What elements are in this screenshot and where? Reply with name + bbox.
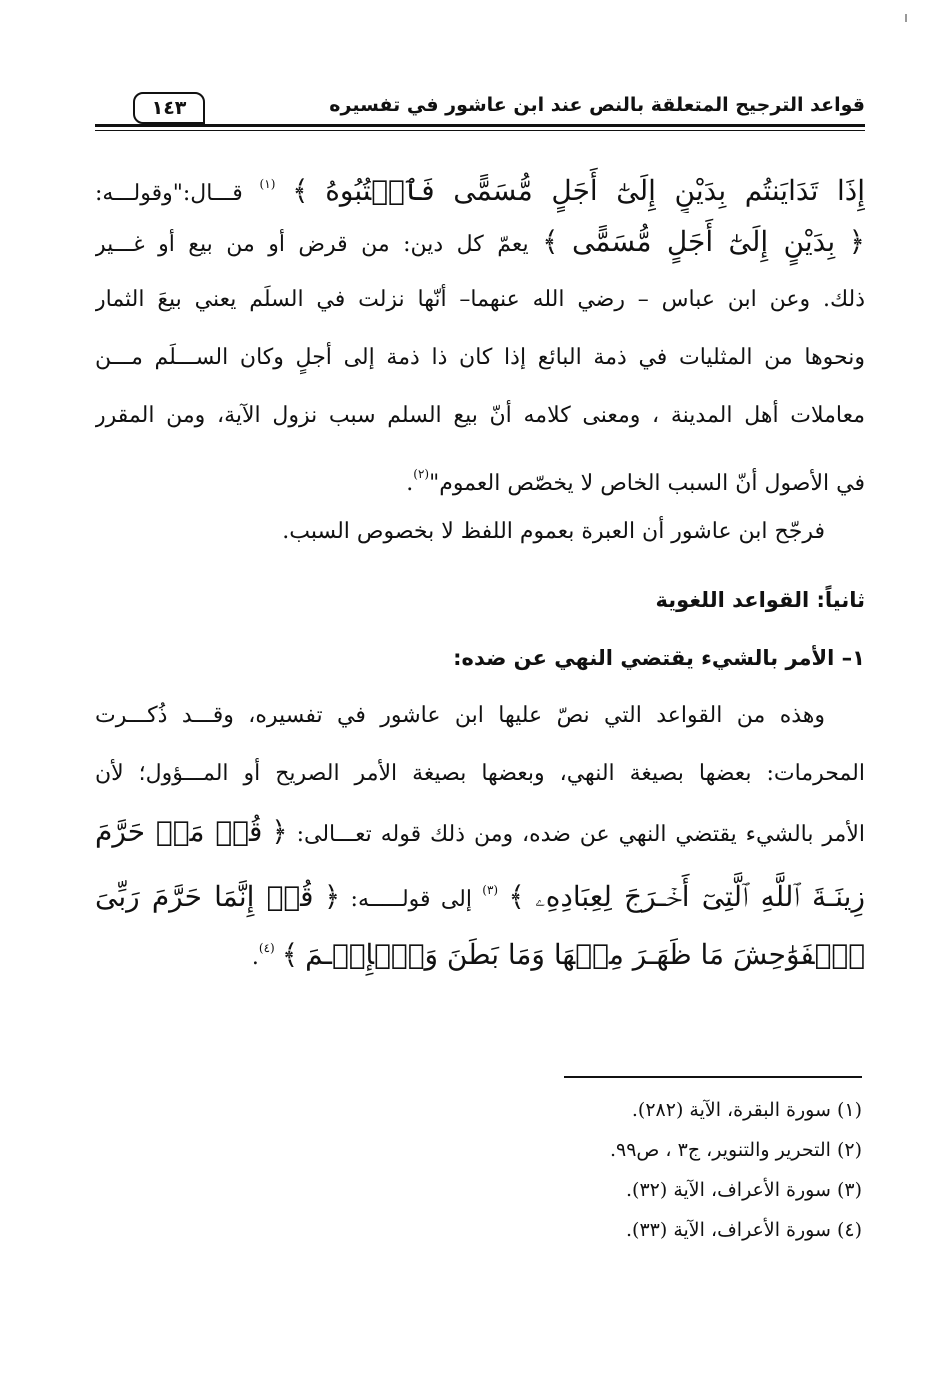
footnote-item: (٣) سورة الأعراف، الآية (٣٢). bbox=[626, 1179, 862, 1201]
body-text: . bbox=[406, 471, 414, 496]
quran-bracket-close: ﴾ bbox=[281, 938, 299, 971]
text-line bbox=[95, 271, 865, 329]
text-line bbox=[95, 919, 865, 977]
text-line bbox=[95, 329, 865, 387]
quran-bracket-open: ﴿ bbox=[271, 815, 288, 848]
quran-bracket-open: ﴿ bbox=[848, 225, 865, 258]
text-line bbox=[95, 687, 865, 745]
section-heading: ثانياً: القواعد اللغوية bbox=[655, 588, 865, 612]
margin-mark bbox=[905, 14, 907, 22]
text-line bbox=[95, 213, 865, 271]
text-line bbox=[95, 503, 865, 561]
quran-bracket-open: ﴿ bbox=[323, 880, 341, 913]
footnote-item: (١) سورة البقرة، الآية (٢٨٢). bbox=[631, 1099, 862, 1121]
footnote-separator bbox=[564, 1076, 862, 1078]
body-text: المحرمات: بعضها بصيغة النهي، وبعضها بصيغة الأمر الصريح أو المـــؤول؛ لأن bbox=[95, 761, 865, 786]
footnote-item: (٤) سورة الأعراف، الآية (٣٣). bbox=[626, 1219, 862, 1241]
page-number: ١٤٣ bbox=[133, 92, 205, 124]
spacer bbox=[95, 561, 865, 571]
footnote-ref: (٣) bbox=[482, 883, 499, 897]
footnote-item: (٢) التحرير والتنوير، ج٣ ، ص٩٩. bbox=[609, 1139, 862, 1161]
body-text: . bbox=[251, 945, 259, 970]
text-line bbox=[95, 155, 865, 213]
subsection-heading: ١– الأمر بالشيء يقتضي النهي عن ضده: bbox=[453, 646, 865, 670]
text-line bbox=[95, 387, 865, 445]
page-header bbox=[95, 92, 865, 132]
text-line bbox=[95, 803, 865, 861]
footnote-ref: (٢) bbox=[413, 467, 430, 481]
body-text: إلى قولـــــه: bbox=[350, 887, 472, 912]
body-text: الأمر بالشيء يقتضي النهي عن ضده، ومن ذلك قوله تعـــالى: bbox=[296, 822, 865, 847]
body-text: ذلك. وعن ابن عباس – رضي الله عنهما– أنّها نزلت في السلَم يعني بيعَ الثمار bbox=[95, 287, 865, 312]
body-text: في الأصول أنّ السبب الخاص لا يخصّص العموم" bbox=[429, 471, 865, 496]
text-line bbox=[95, 445, 865, 503]
quran-bracket-close: ﴾ bbox=[542, 225, 559, 258]
text-line bbox=[95, 861, 865, 919]
body-text: قـــال:"وقولـــه: bbox=[95, 181, 243, 206]
body-text: معاملات أهل المدينة ، ومعنى كلامه أنّ بيع السلم سبب نزول الآية، ومن المقرر bbox=[95, 403, 865, 428]
quran-verse: قُلۡ إِنَّمَا حَرَّمَ رَبِّىَ bbox=[95, 880, 314, 913]
body-text: وهذه من القواعد التي نصّ عليها ابن عاشور في تفسيره، وقـــد ذُكـــرت bbox=[95, 703, 825, 728]
quran-verse: ٱلۡفَوَٰحِشَ مَا ظَهَـرَ مِنۡهَا وَمَا بَطَنَ وَٱلۡإِثۡـمَ bbox=[305, 938, 865, 971]
header-rule-thin bbox=[95, 130, 865, 131]
quran-verse: قُلۡ مَنۡ حَرَّمَ bbox=[95, 815, 263, 848]
quran-bracket-close: ﴾ bbox=[508, 880, 525, 913]
body-text: فرجّح ابن عاشور أن العبرة بعموم اللفظ لا بخصوص السبب. bbox=[282, 519, 825, 544]
quran-verse: زِينَـةَ ٱللَّهِ ٱلَّتِىٓ أَخۡـرَجَ لِعِبَادِهِۦ bbox=[535, 880, 865, 913]
body-text: يعمّ كل دين: من قرض أو من بيع أو غـــير bbox=[95, 232, 529, 257]
running-title: قواعد الترجيح المتعلقة بالنص عند ابن عاشور في تفسيره bbox=[329, 94, 865, 116]
footnote-ref: (١) bbox=[259, 177, 276, 191]
quran-bracket-close: ﴾ bbox=[292, 174, 309, 207]
footnote-ref: (٤) bbox=[258, 941, 275, 955]
quran-verse: إِذَا تَدَايَنتُم بِدَيْنٍ إِلَىٰٓ أَجَلٍ مُّسَمًّى فَٱكۡتُبُوهُ bbox=[325, 174, 865, 207]
quran-verse: بِدَيْنٍ إِلَىٰٓ أَجَلٍ مُّسَمًّى bbox=[571, 225, 836, 258]
main-text bbox=[95, 155, 865, 977]
text-line bbox=[95, 745, 865, 803]
header-rule bbox=[95, 124, 865, 127]
footnotes bbox=[262, 1090, 862, 1250]
body-text: ونحوها من المثليات في ذمة البائع إذا كان ذا ذمة إلى أجلٍ وكان الســـلَم مـــن bbox=[95, 345, 865, 370]
